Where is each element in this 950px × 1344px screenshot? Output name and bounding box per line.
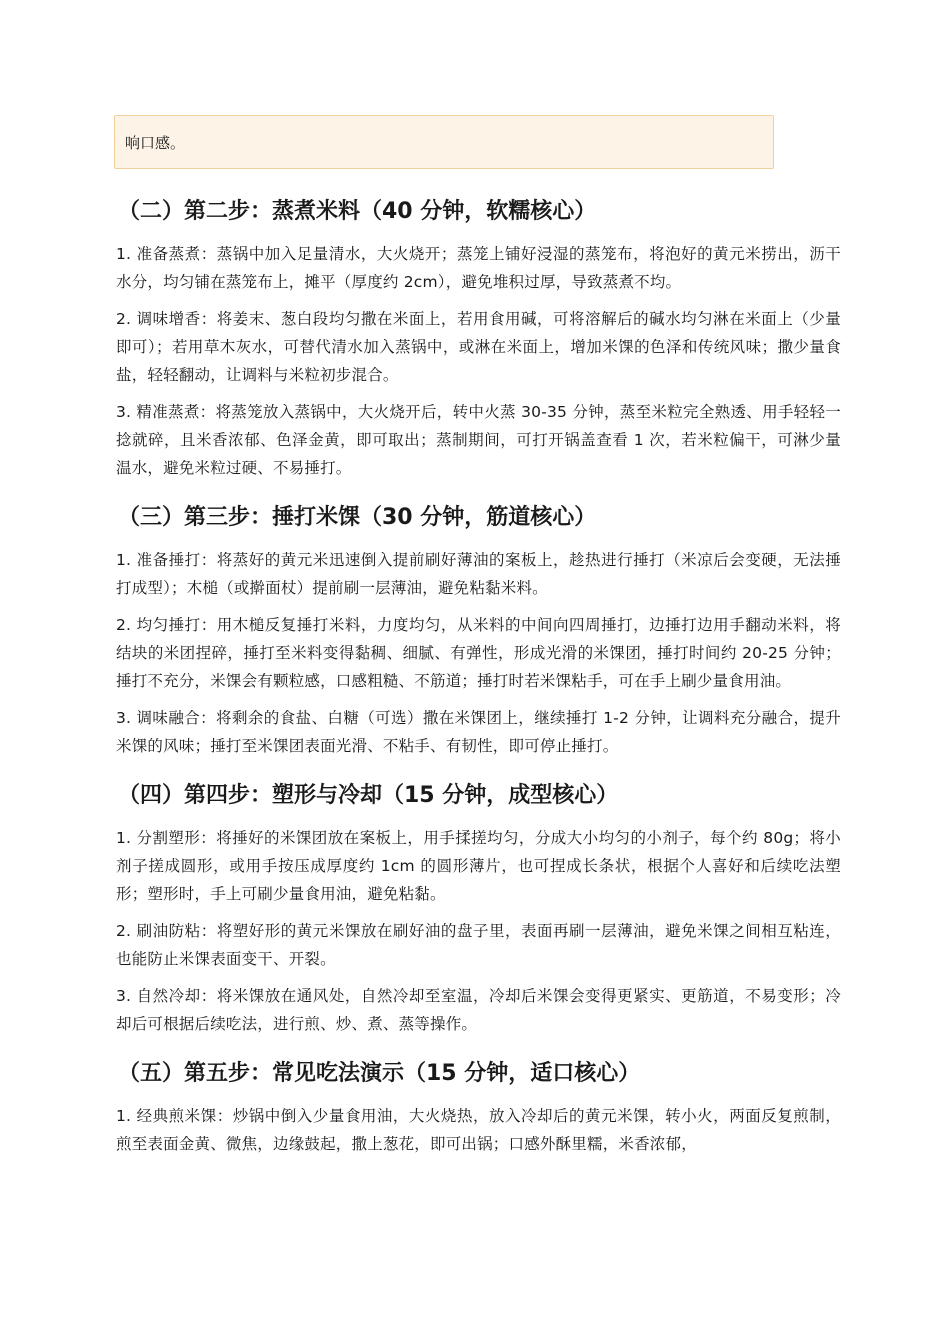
paragraph: 1. 经典煎米馃：炒锅中倒入少量食用油，大火烧热，放入冷却后的黄元米馃，转小火，两面反复煎制，煎至表面金黄、微焦，边缘鼓起，撒上葱花，即可出锅；口感外酥里糯，米香浓郁， — [116, 1107, 841, 1153]
document-body — [116, 190, 841, 1158]
callout-text: 响口感。 — [125, 134, 186, 152]
section-heading: （二）第二步：蒸煮米料（40 分钟，软糯核心） — [118, 199, 597, 224]
section-heading: （四）第四步：塑形与冷却（15 分钟，成型核心） — [118, 783, 619, 808]
callout-box — [114, 115, 774, 169]
paragraph: 2. 调味增香：将姜末、葱白段均匀撒在米面上，若用食用碱，可将溶解后的碱水均匀淋在米面上（少量即可）；若用草木灰水，可替代清水加入蒸锅中，或淋在米面上，增加米馃的色泽和传统风味；撒少量食盐，轻轻翻动，让调料与米粒初步混合。 — [116, 310, 841, 384]
section-step-4 — [116, 774, 841, 1038]
section-step-2 — [116, 190, 841, 482]
paragraph: 3. 调味融合：将剩余的食盐、白糖（可选）撒在米馃团上，继续捶打 1-2 分钟，让调料充分融合，提升米馃的风味；捶打至米馃团表面光滑、不粘手、有韧性，即可停止捶打。 — [116, 709, 841, 755]
section-heading: （五）第五步：常见吃法演示（15 分钟，适口核心） — [118, 1061, 641, 1086]
paragraph: 1. 准备捶打：将蒸好的黄元米迅速倒入提前刷好薄油的案板上，趁热进行捶打（米凉后会变硬，无法捶打成型）；木槌（或擀面杖）提前刷一层薄油，避免粘黏米料。 — [116, 551, 841, 597]
section-step-3 — [116, 496, 841, 760]
paragraph: 2. 刷油防粘：将塑好形的黄元米馃放在刷好油的盘子里，表面再刷一层薄油，避免米馃之间相互粘连，也能防止米馃表面变干、开裂。 — [116, 922, 841, 968]
paragraph: 1. 分割塑形：将捶好的米馃团放在案板上，用手揉搓均匀，分成大小均匀的小剂子，每个约 80g；将小剂子搓成圆形，或用手按压成厚度约 1cm 的圆形薄片，也可捏成长条状，根据个人喜好和后续吃法塑形；塑形时，手上可刷少量食用油，避免粘黏。 — [116, 829, 841, 903]
paragraph: 3. 精准蒸煮：将蒸笼放入蒸锅中，大火烧开后，转中火蒸 30-35 分钟，蒸至米粒完全熟透、用手轻轻一捻就碎，且米香浓郁、色泽金黄，即可取出；蒸制期间，可打开锅盖查看 1 次，若米粒偏干，可淋少量温水，避免米粒过硬、不易捶打。 — [116, 403, 841, 477]
section-heading: （三）第三步：捶打米馃（30 分钟，筋道核心） — [118, 505, 597, 530]
paragraph: 1. 准备蒸煮：蒸锅中加入足量清水，大火烧开；蒸笼上铺好浸湿的蒸笼布，将泡好的黄元米捞出，沥干水分，均匀铺在蒸笼布上，摊平（厚度约 2cm），避免堆积过厚，导致蒸煮不均。 — [116, 245, 841, 291]
section-step-5 — [116, 1052, 841, 1158]
paragraph: 2. 均匀捶打：用木槌反复捶打米料，力度均匀，从米料的中间向四周捶打，边捶打边用手翻动米料，将结块的米团捏碎，捶打至米料变得黏稠、细腻、有弹性，形成光滑的米馃团，捶打时间约 20-25 分钟；捶打不充分，米馃会有颗粒感，口感粗糙、不筋道；捶打时若米馃粘手，可在手上刷少量食用油。 — [116, 616, 841, 690]
paragraph: 3. 自然冷却：将米馃放在通风处，自然冷却至室温，冷却后米馃会变得更紧实、更筋道，不易变形；冷却后可根据后续吃法，进行煎、炒、煮、蒸等操作。 — [116, 987, 841, 1033]
